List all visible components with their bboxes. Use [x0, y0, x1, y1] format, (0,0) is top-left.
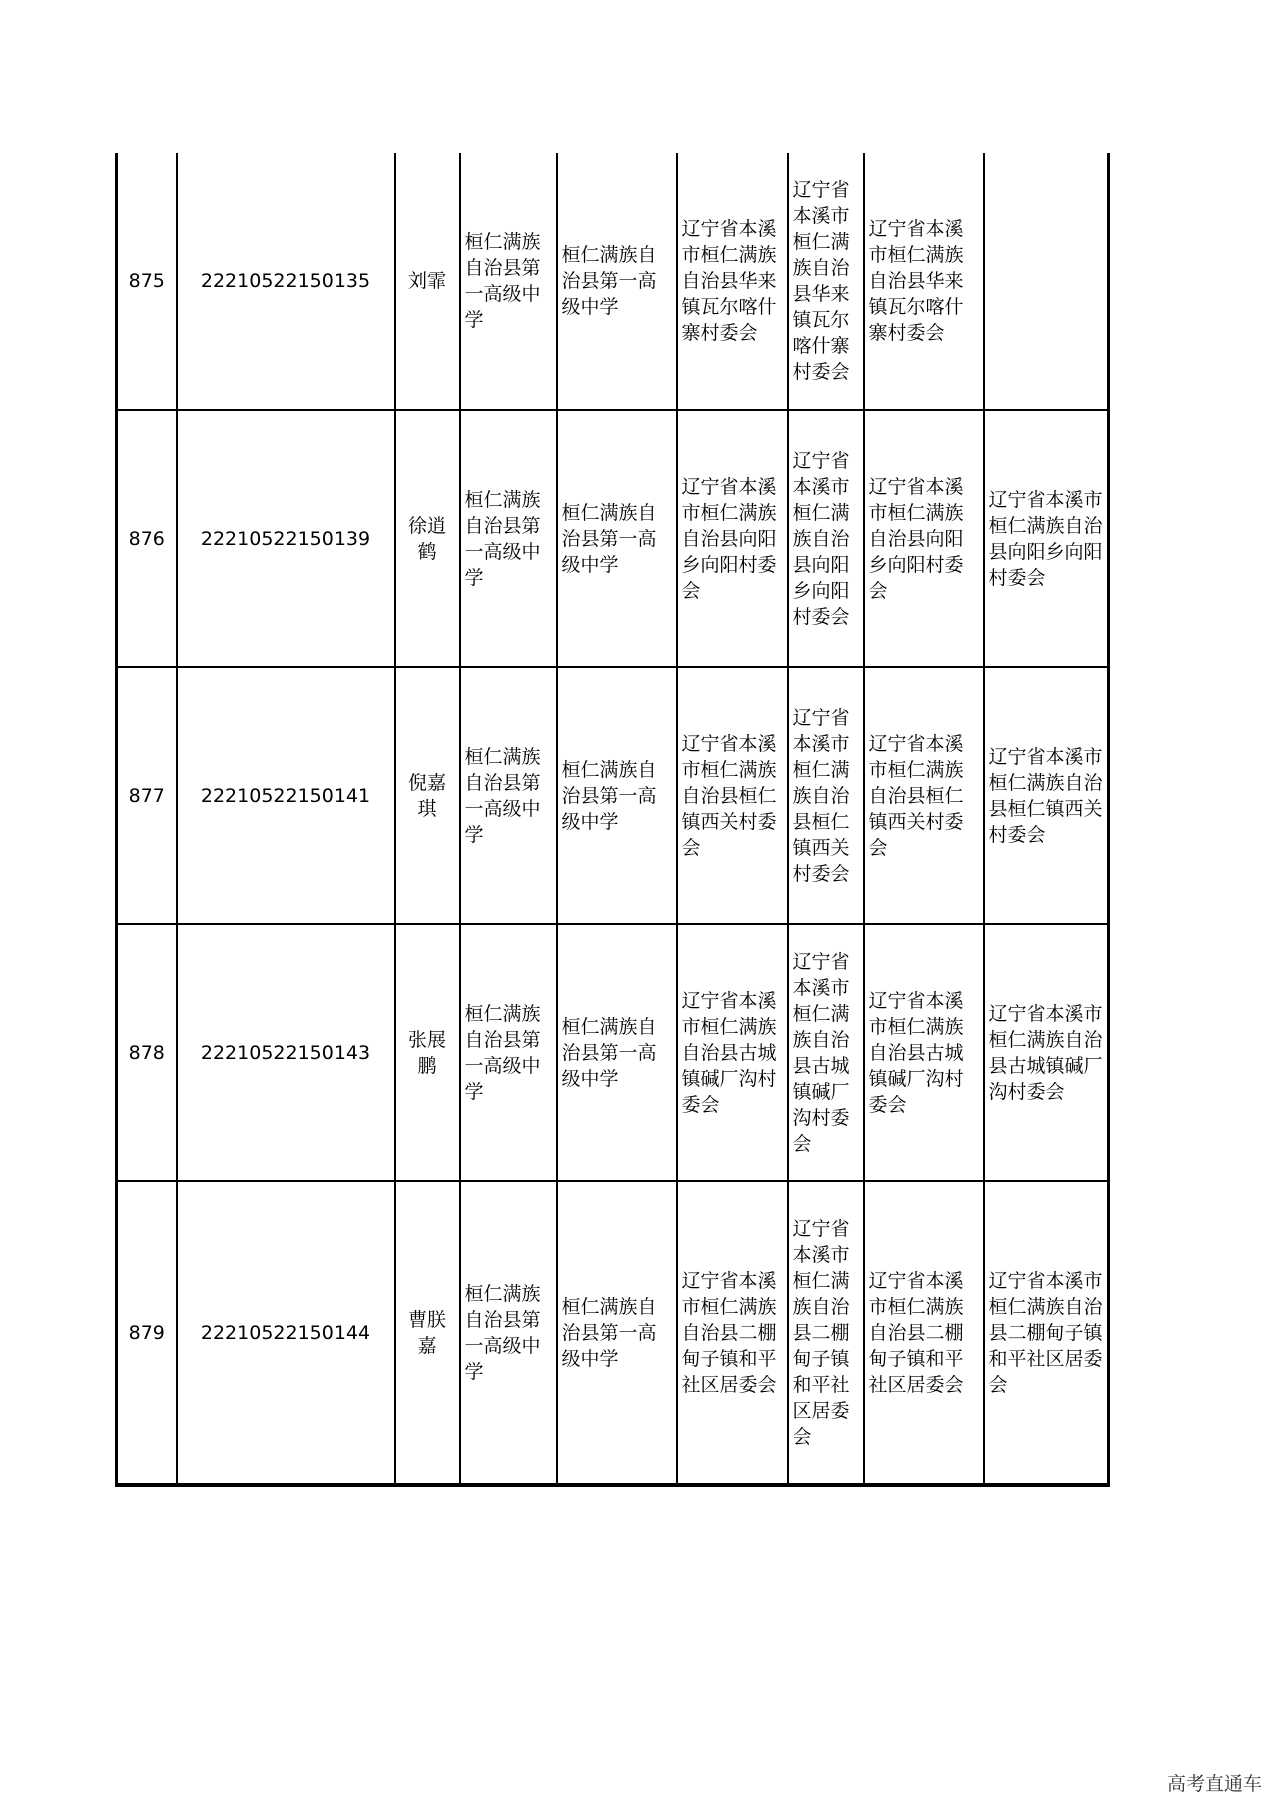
watermark-text: 高考直通车 — [1166, 1773, 1262, 1795]
school-cell: 桓仁满族自治县第一高级中学 — [557, 153, 677, 410]
row-number: 878 — [117, 924, 177, 1181]
address-cell: 辽宁省本溪市桓仁满族自治县桓仁镇西关村委会 — [864, 667, 984, 924]
school-cell: 桓仁满族自治县第一高级中学 — [460, 410, 557, 667]
row-number: 879 — [117, 1181, 177, 1485]
address-cell: 辽宁省本溪市桓仁满族自治县二棚甸子镇和平社区居委会 — [677, 1181, 788, 1485]
school-cell: 桓仁满族自治县第一高级中学 — [460, 667, 557, 924]
school-cell: 桓仁满族自治县第一高级中学 — [460, 1181, 557, 1485]
table-row — [117, 924, 1109, 1181]
candidate-name: 徐逍鹤 — [395, 410, 460, 667]
address-cell: 辽宁省本溪市桓仁满族自治县桓仁镇西关村委会 — [788, 667, 864, 924]
address-cell: 辽宁省本溪市桓仁满族自治县古城镇碱厂沟村委会 — [864, 924, 984, 1181]
address-cell: 辽宁省本溪市桓仁满族自治县向阳乡向阳村委会 — [984, 410, 1109, 667]
address-cell: 辽宁省本溪市桓仁满族自治县华来镇瓦尔喀什寨村委会 — [864, 153, 984, 410]
candidate-id: 22210522150135 — [177, 153, 395, 410]
address-cell: 辽宁省本溪市桓仁满族自治县古城镇碱厂沟村委会 — [984, 924, 1109, 1181]
address-cell: 辽宁省本溪市桓仁满族自治县古城镇碱厂沟村委会 — [677, 924, 788, 1181]
row-number: 875 — [117, 153, 177, 410]
table-row — [117, 410, 1109, 667]
address-cell: 辽宁省本溪市桓仁满族自治县桓仁镇西关村委会 — [984, 667, 1109, 924]
candidate-id: 22210522150141 — [177, 667, 395, 924]
row-number: 877 — [117, 667, 177, 924]
table-row — [117, 1181, 1109, 1485]
table-row — [117, 153, 1109, 410]
address-cell: 辽宁省本溪市桓仁满族自治县二棚甸子镇和平社区居委会 — [864, 1181, 984, 1485]
school-cell: 桓仁满族自治县第一高级中学 — [557, 924, 677, 1181]
candidate-name: 曹朕嘉 — [395, 1181, 460, 1485]
address-cell: 辽宁省本溪市桓仁满族自治县桓仁镇西关村委会 — [677, 667, 788, 924]
candidate-name: 倪嘉琪 — [395, 667, 460, 924]
address-cell: 辽宁省本溪市桓仁满族自治县向阳乡向阳村委会 — [677, 410, 788, 667]
address-cell: 辽宁省本溪市桓仁满族自治县华来镇瓦尔喀什寨村委会 — [788, 153, 864, 410]
school-cell: 桓仁满族自治县第一高级中学 — [557, 410, 677, 667]
candidate-id: 22210522150143 — [177, 924, 395, 1181]
candidate-name: 张展鹏 — [395, 924, 460, 1181]
address-cell: 辽宁省本溪市桓仁满族自治县华来镇瓦尔喀什寨村委会 — [677, 153, 788, 410]
candidate-id: 22210522150144 — [177, 1181, 395, 1485]
table-row — [117, 667, 1109, 924]
school-cell: 桓仁满族自治县第一高级中学 — [557, 667, 677, 924]
address-cell: 辽宁省本溪市桓仁满族自治县二棚甸子镇和平社区居委会 — [788, 1181, 864, 1485]
address-cell: 辽宁省本溪市桓仁满族自治县二棚甸子镇和平社区居委会 — [984, 1181, 1109, 1485]
school-cell: 桓仁满族自治县第一高级中学 — [460, 924, 557, 1181]
row-number: 876 — [117, 410, 177, 667]
school-cell: 桓仁满族自治县第一高级中学 — [557, 1181, 677, 1485]
address-cell — [984, 153, 1109, 410]
address-cell: 辽宁省本溪市桓仁满族自治县古城镇碱厂沟村委会 — [788, 924, 864, 1181]
address-cell: 辽宁省本溪市桓仁满族自治县向阳乡向阳村委会 — [864, 410, 984, 667]
roster-table — [115, 153, 1110, 1487]
candidate-name: 刘霏 — [395, 153, 460, 410]
candidate-id: 22210522150139 — [177, 410, 395, 667]
school-cell: 桓仁满族自治县第一高级中学 — [460, 153, 557, 410]
address-cell: 辽宁省本溪市桓仁满族自治县向阳乡向阳村委会 — [788, 410, 864, 667]
